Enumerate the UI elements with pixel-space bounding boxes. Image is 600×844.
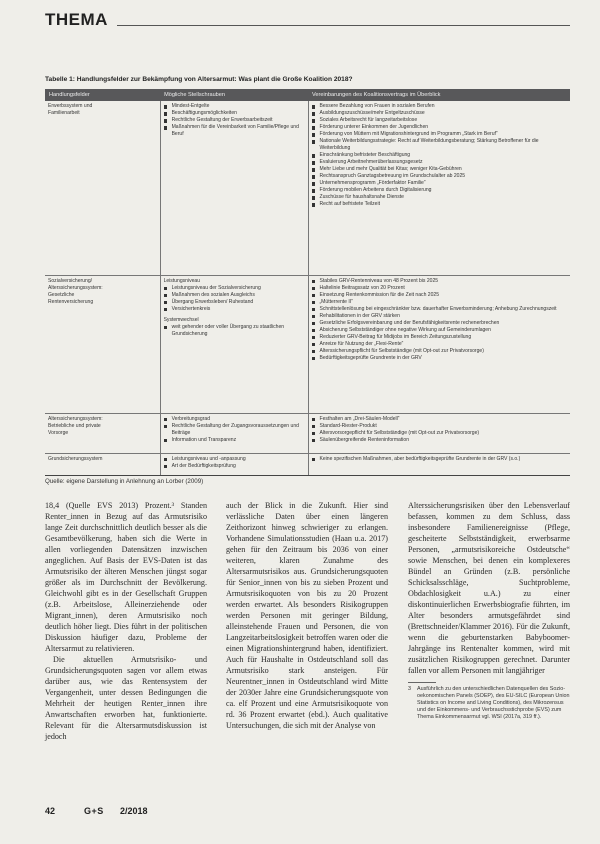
list-item: Rehabilitationen in der GRV stärken	[312, 313, 568, 320]
field-text: Alterssicherungssystem:	[48, 284, 103, 291]
levers-cell	[160, 413, 308, 453]
paragraph: Die aktuellen Armutsrisiko- und Grundsicherungsquoten sagen vor allem etwas darüber aus, wie das Rentensystem der Vergangenheit, unter dessen Bedingungen die Mehrheit der heutigen Renter_innen ihre Anwartschaften erworben hat, funktionierte. Relevant für die Altersarmutsdiskussion ist jedoch	[45, 655, 207, 741]
list-item: Absicherung Selbstständiger ohne negative Wirkung auf Gemeinderumlagen	[312, 327, 568, 334]
field-text: Gesetzliche	[48, 291, 75, 298]
agreements-cell	[308, 101, 570, 275]
list-item: Altersvorsorgepflicht für Selbstständige (mit Opt-out zur Privatvorsorge)	[312, 430, 568, 437]
field-text: Betriebliche und private	[48, 422, 101, 429]
list-item: Förderung von Müttern mit Migrationshintergrund im Programm „Stark im Beruf“	[312, 131, 568, 138]
footnote-rule	[408, 682, 436, 683]
list-item: Bessere Bezahlung von Frauen in sozialen Berufen	[312, 103, 568, 110]
list-item: Information und Transparenz	[164, 437, 305, 444]
list-item: Keine spezifischen Maßnahmen, aber bedürftigkeitsgeprüfte Grundrente in der GRV (s.o.)	[312, 456, 568, 463]
footnote	[408, 686, 570, 721]
field-text: Erwerbssystem und	[48, 103, 93, 109]
page-footer	[45, 806, 570, 820]
list-item: Maßnahmen des sozialen Ausgleichs	[164, 292, 305, 299]
subheading: Systemwechsel	[163, 316, 199, 323]
field-cell	[45, 101, 160, 275]
table-row	[45, 453, 570, 475]
list-item: Festhalten am „Drei-Säulen-Modell“	[312, 416, 568, 423]
header-rule	[117, 25, 570, 26]
section-header	[45, 8, 570, 30]
paragraph: 18,4 (Quelle EVS 2013) Prozent.³ Standen Renter_innen in Bezug auf das Armutsrisiko lange Zeit durchschnittlich deutlich besser als die Gesamtbevölkerung, haben sich die Werte in allen vorliegenden Datensätzen inzwischen angeglichen. Auf Basis der EVS-Daten ist das Armutsrisiko der älteren Menschen jüngst sogar größer als im Durchschnitt der Bevölkerung. Gleichwohl gibt es in der Gesellschaft Gruppen (z.B. Arbeitslose, Alleinerziehende oder Migrant_innen), deren Armutsrisiko noch deutlich höher liegt. Dies führt in der politischen Diskussion häufiger dazu, Probleme der Altersarmut zu relativieren.	[45, 501, 207, 653]
levers-cell	[160, 275, 308, 413]
field-cell	[45, 453, 160, 475]
list-item: Anreize für Nutzung der „Flexi-Rente“	[312, 341, 568, 348]
list-item: Nationale Weiterbildungsstrategie: Recht auf Weiterbildungsberatung; Stärkung Betroffener für die Weiterbildung	[312, 138, 568, 152]
list-item: Rechtliche Gestaltung der Zugangsvoraussetzungen und Beiträge	[164, 423, 305, 437]
policy-table	[45, 89, 570, 476]
list-item: Zuschüsse für haushaltsnahe Dienste	[312, 194, 568, 201]
field-text: Rentenversicherung	[48, 298, 94, 305]
list-item: Beschäftigungsmöglichkeiten	[164, 110, 305, 117]
list-item: Schnittstellenlösung bei eingeschränkter bzw. dauerhafter Erwerbsminderung; Anhebung Zurechnungszeit	[312, 306, 568, 313]
list-item: Reduzierter GRV-Beitrag für Midijobs im Bereich Zeitungszustellung	[312, 334, 568, 341]
list-item: Förderung unterer Einkommen der Jugendlichen	[312, 124, 568, 131]
list-item: Mindest-Entgelte	[164, 103, 305, 110]
table-row	[45, 413, 570, 453]
page-number: 42	[45, 806, 56, 816]
list-item: Mehr Liebe und mehr Qualität bei Kitas; weniger Kita-Gebühren	[312, 166, 568, 173]
table-row	[45, 275, 570, 413]
subheading: Leistungsniveau	[163, 277, 201, 284]
list-item: Gesetzliche Erfolgsvereinbarung und der Berufsfähigkeitsrente rechenerbrechen	[312, 320, 568, 327]
table-row	[45, 101, 570, 275]
list-item: Evaluierung Arbeitnehmerüberlassungsgesetz	[312, 159, 568, 166]
list-item: Einschränkung befristeter Beschäftigung	[312, 152, 568, 159]
field-text: Grundsicherungssystem	[48, 455, 103, 462]
list-item: weit gehender oder voller Übergang zu staatlichen Grundsicherung	[164, 324, 305, 338]
column-header: Vereinbarungen des Koalitionsvertrags im Überblick	[308, 89, 570, 101]
list-item: Art der Bedürftigkeitsprüfung	[164, 463, 305, 470]
column-header: Mögliche Stellschrauben	[160, 89, 308, 101]
list-item: Maßnahmen für die Vereinbarkeit von Familie/Pflege und Beruf	[164, 124, 305, 138]
list-item: Förderung mobilen Arbeitens durch Digitalisierung	[312, 187, 568, 194]
magazine-name: G+S	[84, 806, 104, 816]
list-item: Ausbildungszuschüsse/mehr Entgeltzuschüsse	[312, 110, 568, 117]
table-caption: Tabelle 1: Handlungsfelder zur Bekämpfung von Altersarmut: Was plant die Große Koalition 2018?	[45, 76, 353, 83]
list-item: Verbreitungsgrad	[164, 416, 305, 423]
paragraph: auch der Blick in die Zukunft. Hier sind verlässliche Daten über einen längeren Zeithorizont hinweg schwieriger zu erlangen. Vorhandene Simulationsstudien (Haan u.a. 2017) gehen für den Zeitraum bis 2036 von einer weiteren, klaren Zunahme des Altersarmutsrisikos aus. Grundsicherungsquoten für Senior_innen von bis zu sieben Prozent und Armutsrisikoquoten von bis zu 20 Prozent werden erwartet. Als besonders Risikogruppen werden Personen mit geringer Bildung, alleinstehende Frauen und Personen, die von Langzeitarbeitslosigkeit betroffen waren oder die einen Migrationshintergrund haben, identifiziert. Auch für Haushalte in Ostdeutschland soll das Armutsrisiko stark ansteigen. Für Neurentner_innen in Ostdeutschland wird Mitte der 2030er Jahre eine Grundsicherungsquote von ca. elf Prozent und eine Armutsrisikoquote von rd. 36 Prozent erwartet (ebd.). Auch qualitative Untersuchungen, die sich mit der Analyse von	[226, 501, 388, 730]
body-text	[45, 500, 570, 800]
list-item: Soziales Arbeitsrecht für langzeitarbeitslose	[312, 117, 568, 124]
list-item: Alterssicherungspflicht für Selbstständige (mit Opt-out zur Privatvorsorge)	[312, 348, 568, 355]
list-item: Leistungsniveau und -anpassung	[164, 456, 305, 463]
field-text: Familienarbeit	[48, 110, 80, 116]
list-item: Haltelinie Beitragssatz von 20 Prozent	[312, 285, 568, 292]
field-text: Vorsorge	[48, 429, 69, 436]
footnote-number: 3	[408, 686, 411, 692]
text-column	[45, 500, 207, 742]
footnote-text: Ausführlich zu den unterschiedlichen Datenquellen des Sozio-oekonomischen Panels (SOEP), des EU-SILC (European Union Statistics on Income and Living Conditions), des Mikrozensus und der Einkommens- und Verbrauchsstichprobe (EVS) zum Thema Einkommensarmut vgl. WSI (2017a, 319 ff.).	[417, 686, 570, 720]
issue-number: 2/2018	[120, 806, 148, 816]
field-text: Sozialversicherung/	[48, 277, 93, 284]
list-item: Unternehmensprogramm „Förderfaktor Familie“	[312, 180, 568, 187]
section-title: THEMA	[45, 10, 108, 29]
list-item: Versichertenkreis	[164, 306, 305, 313]
field-text: Alterssicherungssystem:	[48, 415, 103, 422]
list-item: Übergang Erwerbsleben/ Ruhestand	[164, 299, 305, 306]
agreements-cell	[308, 275, 570, 413]
list-item: Standard-Riester-Produkt	[312, 423, 568, 430]
agreements-cell	[308, 413, 570, 453]
list-item: Recht auf befristete Teilzeit	[312, 201, 568, 208]
list-item: Einsetzung Rentenkommission für die Zeit nach 2025	[312, 292, 568, 299]
list-item: „Mütterrente II“	[312, 299, 568, 306]
field-cell	[45, 413, 160, 453]
column-header: Handlungsfelder	[45, 89, 160, 101]
levers-cell	[160, 453, 308, 475]
text-column	[408, 500, 570, 721]
agreements-cell	[308, 453, 570, 475]
paragraph: Alterssicherungsrisiken über den Lebensverlauf befassen, kommen zu dem Schluss, dass insbesondere Familienereignisse (Pflege, gescheiterte Selbstständigkeit, erwerbsarme Personen, „armutsrisikoreiche Ostdeutsche“ sowie Menschen, bei denen ein komplexeres Bündel an Gründen (z.B. persönliche Schicksalsschläge, Suchtprobleme, Obdachlosigkeit u.A.) zu einer diskontinuierlichen Erwerbsbiografie führten, im Alter besonders armutsgefährdet sind (Brettschneider/Klammer 2016). Für die Zukunft, wenn die geburtenstarken Babyboomer-Jahrgänge ins Rentenalter kommen, wird mit zusätzlichen Risikogruppen gerechnet. Darunter fallen vor allem Personen mit langjähriger	[408, 501, 570, 675]
list-item: Säulenübergreifende Renteninformation	[312, 437, 568, 444]
list-item: Bedürftigkeitsgeprüfte Grundrente in der GRV	[312, 355, 568, 362]
list-item: Rechtsanspruch Ganztagsbetreuung im Grundschulalter ab 2025	[312, 173, 568, 180]
list-item: Rechtliche Gestaltung der Erwerbsarbeitszeit	[164, 117, 305, 124]
field-cell	[45, 275, 160, 413]
list-item: Leistungsniveau der Sozialversicherung	[164, 285, 305, 292]
table-header-row	[45, 89, 570, 101]
text-column	[226, 500, 388, 731]
list-item: Stabiles GRV-Rentenniveau von 48 Prozent bis 2025	[312, 278, 568, 285]
levers-cell	[160, 101, 308, 275]
table-source: Quelle: eigene Darstellung in Anlehnung an Lorber (2009)	[45, 478, 204, 485]
